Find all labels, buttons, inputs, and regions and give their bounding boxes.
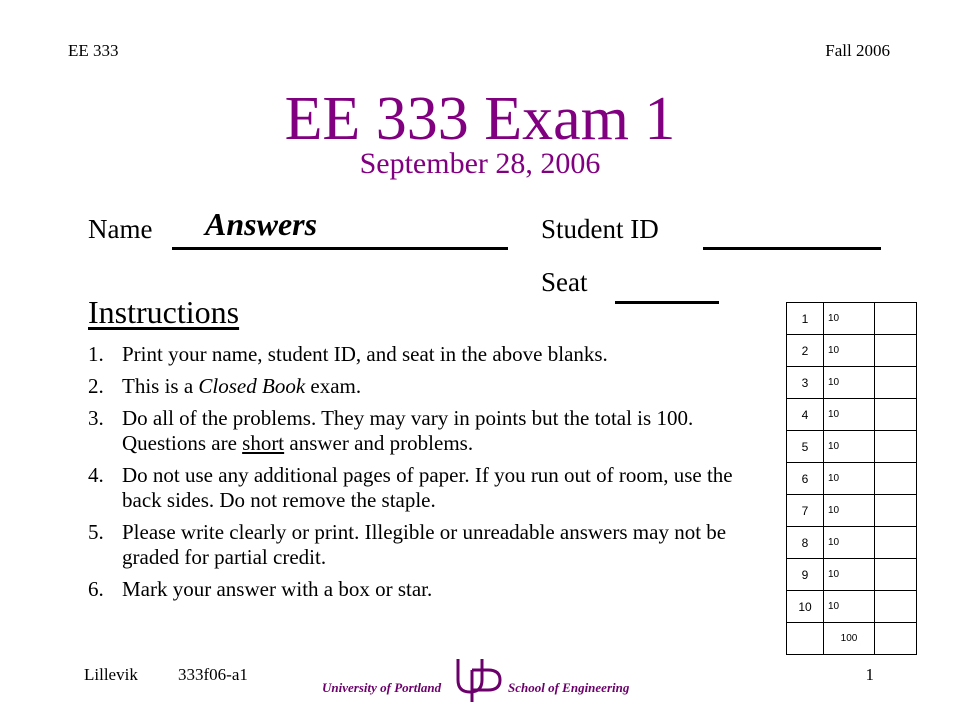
page-title: EE 333 Exam 1 <box>284 85 676 153</box>
score-earned-cell[interactable] <box>875 463 917 495</box>
score-earned-cell[interactable] <box>875 623 917 655</box>
instruction-number: 4. <box>88 463 104 487</box>
score-earned-cell[interactable] <box>875 495 917 527</box>
instruction-number: 1. <box>88 342 104 366</box>
instruction-number: 3. <box>88 406 104 430</box>
score-row <box>787 431 917 463</box>
score-earned-cell[interactable] <box>875 527 917 559</box>
score-max-points: 10 <box>824 527 875 559</box>
score-problem-number: 5 <box>787 431 824 463</box>
page-subtitle: September 28, 2006 <box>359 147 601 180</box>
score-problem-number: 10 <box>787 591 824 623</box>
score-earned-cell[interactable] <box>875 431 917 463</box>
score-earned-cell[interactable] <box>875 559 917 591</box>
score-problem-number: 9 <box>787 559 824 591</box>
score-row <box>787 399 917 431</box>
seat-label: Seat <box>541 267 588 297</box>
instruction-item <box>88 463 748 513</box>
name-label: Name <box>88 214 153 244</box>
instruction-item <box>88 406 748 456</box>
instructions-list <box>88 342 748 609</box>
instruction-text: Print your name, student ID, and seat in the above blanks. <box>122 342 608 366</box>
logo-school-text: School of Engineering <box>508 680 630 695</box>
score-max-points: 10 <box>824 431 875 463</box>
instruction-text <box>122 374 361 399</box>
seat-blank-line <box>615 301 719 304</box>
score-row <box>787 335 917 367</box>
instruction-text-part: This is a <box>122 374 199 398</box>
score-max-points: 10 <box>824 303 875 335</box>
instruction-text-emphasis: Closed Book <box>198 374 306 398</box>
header-course: EE 333 <box>68 41 119 60</box>
score-problem-number: 4 <box>787 399 824 431</box>
score-max-points: 100 <box>824 623 875 655</box>
footer-author: Lillevik <box>84 665 138 684</box>
instruction-number: 2. <box>88 374 104 398</box>
instruction-number: 5. <box>88 520 104 544</box>
score-max-points: 10 <box>824 335 875 367</box>
instruction-item <box>88 342 748 367</box>
instruction-item <box>88 374 748 399</box>
score-problem-number <box>787 623 824 655</box>
up-monogram-icon <box>452 656 504 704</box>
score-row <box>787 303 917 335</box>
instruction-text-part: exam. <box>305 374 362 398</box>
instructions-title: Instructions <box>88 294 240 330</box>
student-id-label: Student ID <box>541 214 659 244</box>
score-earned-cell[interactable] <box>875 335 917 367</box>
score-max-points: 10 <box>824 399 875 431</box>
instruction-text-part: answer and problems. <box>284 431 474 455</box>
score-row <box>787 527 917 559</box>
score-max-points: 10 <box>824 559 875 591</box>
instruction-text-part: Do all of the problems. They may vary in points but the total is 100. Questions are <box>122 406 694 455</box>
score-row <box>787 367 917 399</box>
score-max-points: 10 <box>824 591 875 623</box>
score-problem-number: 3 <box>787 367 824 399</box>
score-problem-number: 2 <box>787 335 824 367</box>
score-problem-number: 1 <box>787 303 824 335</box>
score-max-points: 10 <box>824 463 875 495</box>
instruction-text <box>122 406 748 456</box>
score-row <box>787 591 917 623</box>
score-max-points: 10 <box>824 495 875 527</box>
score-problem-number: 6 <box>787 463 824 495</box>
instruction-text-underlined: short <box>242 431 285 455</box>
university-logo <box>322 656 652 704</box>
instruction-item <box>88 520 748 570</box>
score-max-points: 10 <box>824 367 875 399</box>
instruction-text: Please write clearly or print. Illegible or unreadable answers may not be graded for partial credit. <box>122 520 727 569</box>
score-earned-cell[interactable] <box>875 367 917 399</box>
score-row <box>787 623 917 655</box>
score-earned-cell[interactable] <box>875 591 917 623</box>
score-row <box>787 559 917 591</box>
name-blank-line <box>172 247 508 250</box>
instruction-number: 6. <box>88 577 104 601</box>
instruction-item <box>88 577 748 602</box>
score-row <box>787 463 917 495</box>
name-answer: Answers <box>205 206 318 242</box>
student-id-blank-line <box>703 247 881 250</box>
score-table <box>786 302 917 655</box>
logo-university-text: University of Portland <box>322 680 442 695</box>
score-row <box>787 495 917 527</box>
footer-page-number: 1 <box>865 665 874 684</box>
score-earned-cell[interactable] <box>875 399 917 431</box>
score-earned-cell[interactable] <box>875 303 917 335</box>
score-problem-number: 8 <box>787 527 824 559</box>
footer-doc-code: 333f06-a1 <box>178 665 248 684</box>
header-term: Fall 2006 <box>825 41 890 60</box>
score-table-body <box>787 303 917 655</box>
instruction-text: Do not use any additional pages of paper. If you run out of room, use the back sides. Do not remove the staple. <box>122 463 733 512</box>
instruction-text: Mark your answer with a box or star. <box>122 577 433 601</box>
score-problem-number: 7 <box>787 495 824 527</box>
